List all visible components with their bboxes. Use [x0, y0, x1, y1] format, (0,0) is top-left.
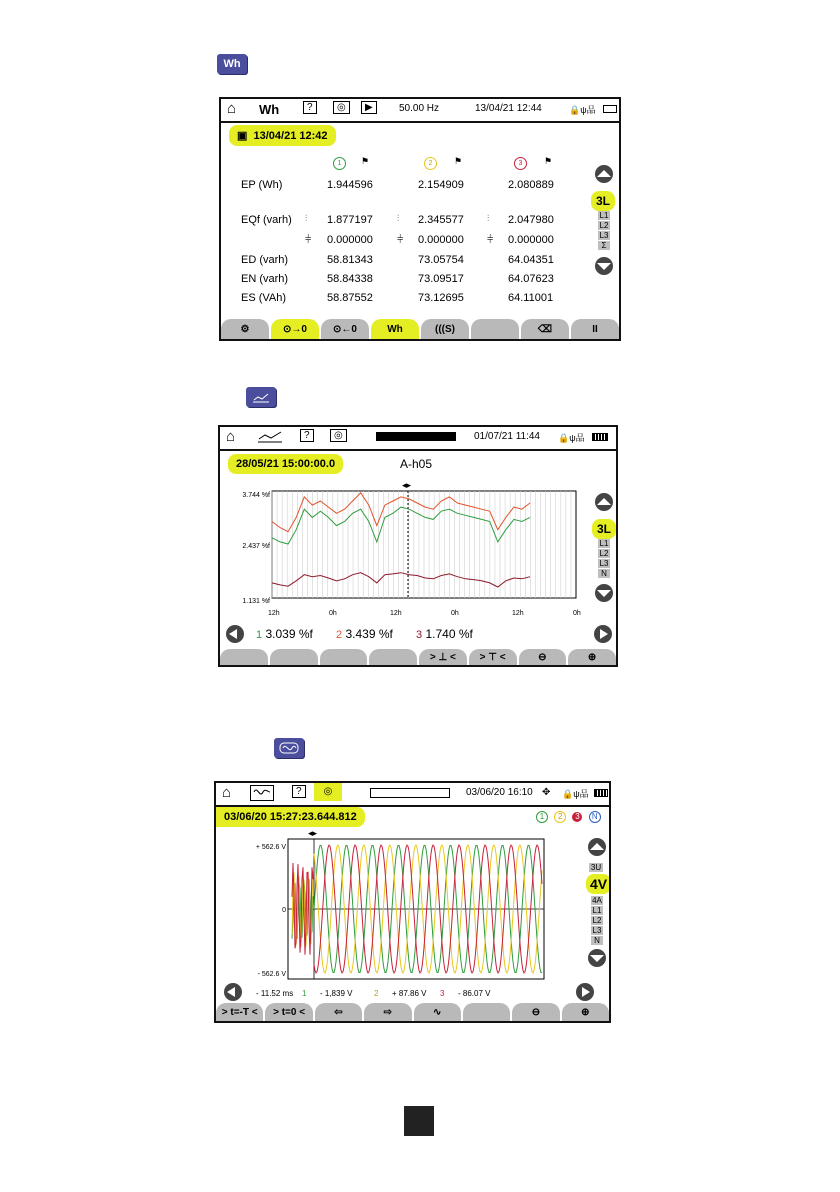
- progress-bar: [370, 788, 450, 798]
- value: 0.000000: [418, 234, 464, 246]
- value: 73.09517: [418, 273, 464, 285]
- value: 2.154909: [418, 179, 464, 191]
- datetime: 13/04/21 12:44: [475, 103, 542, 114]
- inductive-icon: ⫶: [305, 213, 308, 223]
- value: 64.07623: [508, 273, 554, 285]
- home-icon[interactable]: ⌂: [227, 100, 237, 117]
- cursor-icon[interactable]: ◂▸: [402, 480, 412, 490]
- wh-key-icon: Wh: [217, 54, 247, 74]
- waveform-icon: [250, 785, 274, 801]
- camera-icon[interactable]: ◎: [330, 429, 347, 442]
- legend-1: 1 3.039 %f: [256, 627, 313, 641]
- energy-screen: [219, 97, 621, 341]
- phase-1-icon: 1: [333, 157, 346, 170]
- forward-fkey[interactable]: ⊙→0: [271, 319, 319, 339]
- time-readout: - 11.52 ms: [256, 989, 294, 998]
- fkey-1[interactable]: [220, 649, 268, 665]
- help-icon[interactable]: ?: [292, 785, 306, 798]
- function-keys: [221, 319, 619, 339]
- value: 58.84338: [327, 273, 373, 285]
- legend-2: 2 3.439 %f: [336, 627, 393, 641]
- y-tick: 1.131 %f: [242, 598, 270, 605]
- v3-readout: - 86.07 V: [458, 989, 491, 998]
- value: 64.04351: [508, 254, 554, 266]
- x-tick: 12h: [268, 610, 280, 617]
- down-arrow-button[interactable]: [595, 257, 613, 275]
- y-tick: + 562.6 V: [255, 844, 286, 851]
- value: 64.11001: [508, 292, 554, 304]
- n-option[interactable]: N: [591, 936, 603, 945]
- t-minus-t-fkey[interactable]: > t=-T <: [216, 1003, 263, 1021]
- value: 1.944596: [327, 179, 373, 191]
- cursor-min-fkey[interactable]: > ⊥ <: [419, 649, 467, 665]
- cost-fkey[interactable]: (((S): [421, 319, 469, 339]
- value: 2.345577: [418, 214, 464, 226]
- channel-n-icon: N: [589, 811, 601, 823]
- delete-fkey[interactable]: ⌫: [521, 319, 569, 339]
- page-marker: [404, 1106, 434, 1136]
- sigma-option[interactable]: Σ: [598, 241, 610, 250]
- frequency: 50.00 Hz: [399, 103, 440, 114]
- row-label: EN (varh): [241, 273, 289, 285]
- chart-title: A-h05: [400, 457, 433, 471]
- right-arrow-button[interactable]: [594, 625, 612, 643]
- cursor-max-fkey[interactable]: > ⊤ <: [469, 649, 517, 665]
- start-time: 03/06/20 15:27:23.644.812: [216, 807, 365, 827]
- battery-icon: [592, 433, 608, 441]
- value: 0.000000: [327, 234, 373, 246]
- v2-readout: + 87.86 V: [392, 989, 427, 998]
- l2-option[interactable]: L2: [599, 221, 609, 230]
- prev-fkey[interactable]: ⇦: [315, 1003, 362, 1021]
- trend-icon: [256, 428, 284, 447]
- value: 58.87552: [327, 292, 373, 304]
- value: 73.12695: [418, 292, 464, 304]
- x-axis: [220, 610, 590, 620]
- lock-usb-network-icon: 🔒ψ品: [558, 433, 585, 443]
- waveform-key-icon: [274, 738, 304, 758]
- channel-3-icon: 3: [440, 989, 445, 998]
- value: 2.047980: [508, 214, 554, 226]
- gps-icon: ✥: [542, 787, 551, 798]
- l1-option[interactable]: L1: [592, 906, 602, 915]
- row-label: EQf (varh): [241, 214, 292, 226]
- capacitive-icon: ⫩: [305, 234, 312, 246]
- flag-icon: ⚑: [454, 156, 463, 166]
- trend-chart: [220, 479, 590, 607]
- x-tick: 0h: [573, 610, 581, 617]
- l1-option[interactable]: L1: [599, 211, 609, 220]
- function-keys: [220, 649, 616, 665]
- y-tick: 3.744 %f: [242, 492, 270, 499]
- legend-3: 3 1.740 %f: [416, 627, 473, 641]
- lock-usb-network-icon: 🔒ψ品: [562, 789, 589, 799]
- zoom-in-fkey[interactable]: ⊕: [562, 1003, 609, 1021]
- row-label: ES (VAh): [241, 292, 287, 304]
- fkey-4[interactable]: [369, 649, 417, 665]
- left-arrow-button[interactable]: [226, 625, 244, 643]
- y-tick: 0: [282, 907, 286, 914]
- phase-2-icon: 2: [424, 157, 437, 170]
- help-icon[interactable]: ?: [300, 429, 314, 442]
- down-arrow-button[interactable]: [588, 949, 606, 967]
- zoom-out-fkey[interactable]: ⊖: [512, 1003, 559, 1021]
- channel-1-icon: 1: [302, 989, 307, 998]
- flag-icon: ⚑: [361, 156, 370, 166]
- row-label: EP (Wh): [241, 179, 283, 191]
- mode-label: Wh: [259, 102, 280, 117]
- selected-3l[interactable]: 3L: [591, 191, 615, 211]
- value: 1.877197: [327, 214, 373, 226]
- l2-option[interactable]: L2: [592, 916, 602, 925]
- inductive-icon: ⫶: [397, 213, 400, 223]
- flag-icon: ⚑: [544, 156, 553, 166]
- 4a-option[interactable]: 4A: [592, 896, 602, 905]
- trend-key-icon: [246, 387, 276, 407]
- empty-fkey[interactable]: [463, 1003, 510, 1021]
- progress-bar: [376, 432, 456, 441]
- home-icon[interactable]: ⌂: [222, 784, 232, 801]
- waveform-chart: [216, 827, 556, 983]
- v1-readout: - 1,839 V: [320, 989, 353, 998]
- up-arrow-button[interactable]: [595, 165, 613, 183]
- row-label: ED (varh): [241, 254, 289, 266]
- selected-3l[interactable]: 3L: [592, 519, 616, 539]
- wave-fkey[interactable]: ∿: [414, 1003, 461, 1021]
- fkey-3[interactable]: [320, 649, 368, 665]
- zoom-out-fkey[interactable]: ⊖: [519, 649, 567, 665]
- channel-indicators: [536, 811, 601, 823]
- next-fkey[interactable]: ⇨: [364, 1003, 411, 1021]
- waveform-screen: [214, 781, 611, 1023]
- inductive-icon: ⫶: [487, 213, 490, 223]
- right-arrow-button[interactable]: [576, 983, 594, 1001]
- status-bar: [221, 99, 619, 123]
- l3-option[interactable]: L3: [599, 559, 609, 568]
- camera-icon[interactable]: ◎: [333, 101, 350, 114]
- back-fkey[interactable]: ⊙←0: [321, 319, 369, 339]
- t-zero-fkey[interactable]: > t=0 <: [265, 1003, 312, 1021]
- l2-option[interactable]: L2: [599, 549, 609, 558]
- x-tick: 12h: [390, 610, 402, 617]
- phase-3-icon: 3: [514, 157, 527, 170]
- datetime: 03/06/20 16:10: [466, 787, 533, 798]
- x-tick: 0h: [329, 610, 337, 617]
- lock-usb-network-icon: 🔒ψ品: [569, 105, 596, 115]
- value: 58.81343: [327, 254, 373, 266]
- n-option[interactable]: N: [598, 569, 610, 578]
- selected-4v[interactable]: 4V: [586, 874, 611, 894]
- zoom-in-fkey[interactable]: ⊕: [568, 649, 616, 665]
- camera-icon[interactable]: ◎: [314, 783, 342, 801]
- pause-fkey[interactable]: II: [571, 319, 619, 339]
- l1-option[interactable]: L1: [599, 539, 609, 548]
- x-tick: 12h: [512, 610, 524, 617]
- channel-2-icon: 2: [554, 811, 566, 823]
- value: 2.080889: [508, 179, 554, 191]
- value: 0.000000: [508, 234, 554, 246]
- start-time: 28/05/21 15:00:00.0: [228, 454, 343, 474]
- wh-fkey[interactable]: Wh: [371, 319, 419, 339]
- capacitive-icon: ⫩: [487, 234, 494, 246]
- battery-icon: [594, 789, 608, 797]
- battery-icon: [603, 105, 617, 113]
- l3-option[interactable]: L3: [599, 231, 609, 240]
- datetime: 01/07/21 11:44: [474, 431, 540, 442]
- fkey-2[interactable]: [270, 649, 318, 665]
- trend-screen: [218, 425, 618, 667]
- down-arrow-button[interactable]: [595, 584, 613, 602]
- 3u-option[interactable]: 3U: [590, 863, 602, 872]
- function-keys: [216, 1003, 609, 1021]
- home-icon[interactable]: ⌂: [226, 428, 236, 445]
- capacitive-icon: ⫩: [397, 234, 404, 246]
- value: 73.05754: [418, 254, 464, 266]
- empty-fkey[interactable]: [471, 319, 519, 339]
- y-tick: 2.437 %f: [242, 543, 270, 550]
- cursor-icon[interactable]: ◂▸: [308, 828, 318, 838]
- channel-2-icon: 2: [374, 989, 379, 998]
- status-bar: [216, 783, 609, 807]
- l3-option[interactable]: L3: [592, 926, 602, 935]
- help-icon[interactable]: ?: [303, 101, 317, 114]
- x-tick: 0h: [451, 610, 459, 617]
- play-icon[interactable]: ▶: [361, 101, 377, 114]
- status-bar: [220, 427, 616, 451]
- settings-fkey[interactable]: ⚙: [221, 319, 269, 339]
- left-arrow-button[interactable]: [224, 983, 242, 1001]
- up-arrow-button[interactable]: [588, 838, 606, 856]
- y-tick: - 562.6 V: [257, 971, 286, 978]
- start-time: ▣ 13/04/21 12:42: [229, 125, 336, 146]
- up-arrow-button[interactable]: [595, 493, 613, 511]
- channel-1-icon: 1: [536, 811, 548, 823]
- channel-3-icon: 3: [572, 812, 582, 822]
